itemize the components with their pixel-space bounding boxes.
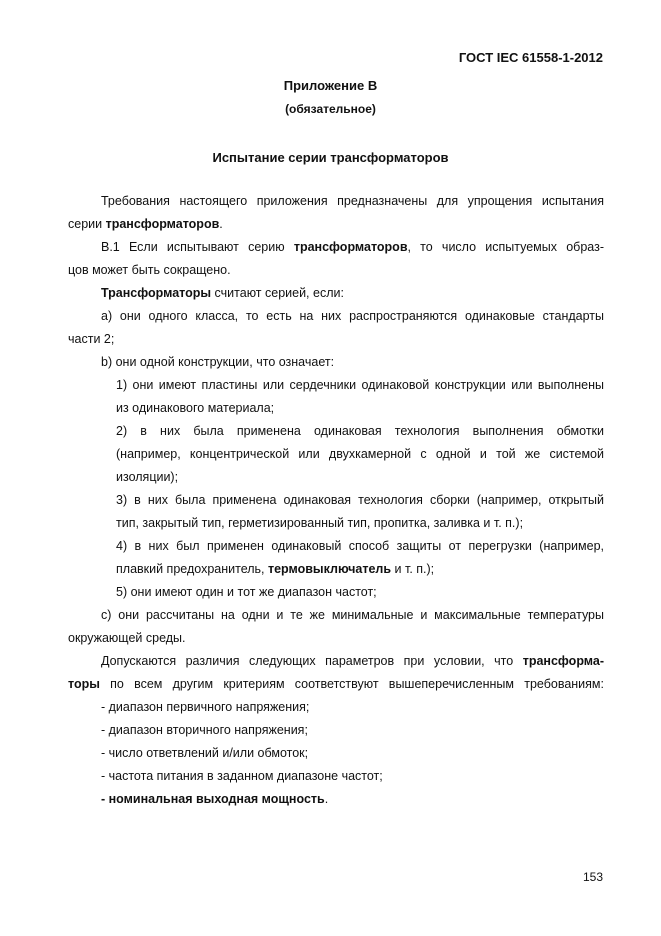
list-item: - диапазон вторичного напряжения; [101, 723, 308, 737]
list-item: - число ответвлений и/или обмоток; [101, 746, 309, 760]
text-line: Допускаются различия следующих параметров при условии, что трансформа- [101, 654, 604, 668]
text-line: 2) в них была применена одинаковая технология выполнения обмотки [116, 424, 604, 438]
bold-term: трансформа- [522, 654, 604, 668]
text-line: цов может быть сокращено. [68, 263, 231, 277]
text-line: 4) в них был применен одинаковый способ защиты от перегрузки (например, [116, 539, 604, 553]
text-line: торы по всем другим критериям соответствуют вышеперечисленным требованиям: [68, 677, 604, 691]
text-line: с) они рассчитаны на одни и те же минимальные и максимальные температуры [101, 608, 604, 622]
text-line: а) они одного класса, то есть на них распространяются одинаковые стандарты [101, 309, 604, 323]
page-number: 153 [582, 870, 603, 884]
bold-term: трансформаторов [105, 217, 220, 231]
text-line: Требования настоящего приложения предназначены для упрощения испытания [101, 194, 604, 208]
list-item: - частота питания в заданном диапазоне частот; [101, 769, 383, 783]
body-text [68, 190, 604, 811]
text-line: 3) в них была применена одинаковая технология сборки (например, открытый [116, 493, 604, 507]
text-line: b) они одной конструкции, что означает: [101, 355, 335, 369]
list-item: - номинальная выходная мощность. [101, 792, 329, 806]
bold-term: Трансформаторы [101, 286, 212, 300]
bold-term: - номинальная выходная мощность [101, 792, 325, 806]
text-line: 5) они имеют один и тот же диапазон частот; [116, 585, 377, 599]
text-line: окружающей среды. [68, 631, 186, 645]
text-line: плавкий предохранитель, термовыключатель и т. п.); [116, 562, 435, 576]
text-line: из одинакового материала; [116, 401, 275, 415]
text-line: В.1 Если испытывают серию трансформаторов, то число испытуемых образ- [101, 240, 604, 254]
appendix-title: Приложение В [283, 78, 378, 93]
bold-term: термовыключатель [267, 562, 392, 576]
bold-term: трансформаторов [293, 240, 408, 254]
text-line: изоляции); [116, 470, 179, 484]
text-line: Трансформаторы считают серией, если: [101, 286, 344, 300]
text-line: серии трансформаторов. [68, 217, 223, 231]
document-id-header: ГОСТ IEC 61558-1-2012 [458, 50, 603, 65]
bold-term: торы [68, 677, 100, 691]
list-item: - диапазон первичного напряжения; [101, 700, 310, 714]
text-line: тип, закрытый тип, герметизированный тип, пропитка, заливка и т. п.); [116, 516, 524, 530]
text-line: (например, концентрической или двухкамерной с одной и той же системой [116, 447, 604, 461]
section-title: Испытание серии трансформаторов [212, 150, 449, 165]
appendix-status: (обязательное) [285, 102, 376, 116]
text-line: 1) они имеют пластины или сердечники одинаковой конструкции или выполнены [116, 378, 604, 392]
text-line: части 2; [68, 332, 115, 346]
